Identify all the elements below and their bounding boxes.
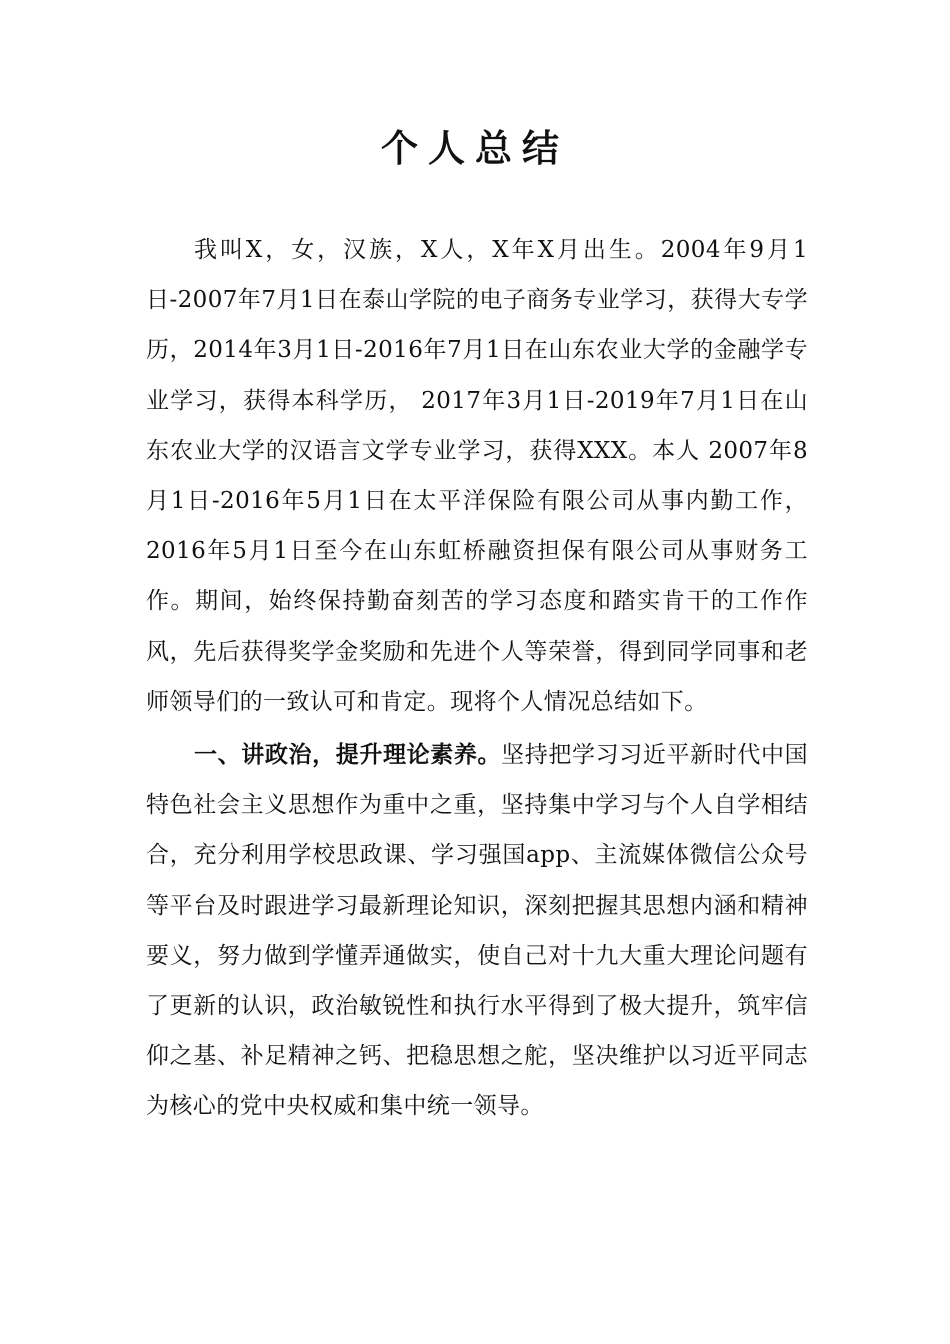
intro-paragraph-text: 我叫X，女，汉族，X人，X年X月出生。2004年9月1日-2007年7月1日在泰山学院的电子商务专业学习，获得大专学历，2014年3月1日-2016年7月1日在山东农业大学的金融学专业学习，获得本科学历， 2017年3月1日-2019年7月1日在山东农业大学的汉语言文学专业学习，获得XXX。本人 2007年8月1日-2016年5月1日在太平洋保险有限公司从事内勤工作，2016年5月1日至今在山东虹桥融资担保有限公司从事财务工作。期间，始终保持勤奋刻苦的学习态度和踏实肯干的工作作风，先后获得奖学金奖励和先进个人等荣誉，得到同学同事和老师领导们的一致认可和肯定。现将个人情况总结如下。 — [146, 237, 808, 715]
section-one-heading: 一、讲政治，提升理论素养。 — [194, 742, 502, 769]
document-title: 个人总结 — [381, 126, 569, 170]
intro-paragraph — [146, 225, 808, 727]
section-one-text: 坚持把学习习近平新时代中国特色社会主义思想作为重中之重，坚持集中学习与个人自学相结合，充分利用学校思政课、学习强国app、主流媒体微信公众号等平台及时跟进学习最新理论知识，深刻把握其思想内涵和精神要义，努力做到学懂弄通做实，使自己对十九大重大理论问题有了更新的认识，政治敏锐性和执行水平得到了极大提升，筑牢信仰之基、补足精神之钙、把稳思想之舵，坚决维护以习近平同志为核心的党中央权威和集中统一领导。 — [146, 742, 808, 1120]
section-one-paragraph — [146, 730, 808, 1132]
document-body — [146, 225, 808, 1132]
